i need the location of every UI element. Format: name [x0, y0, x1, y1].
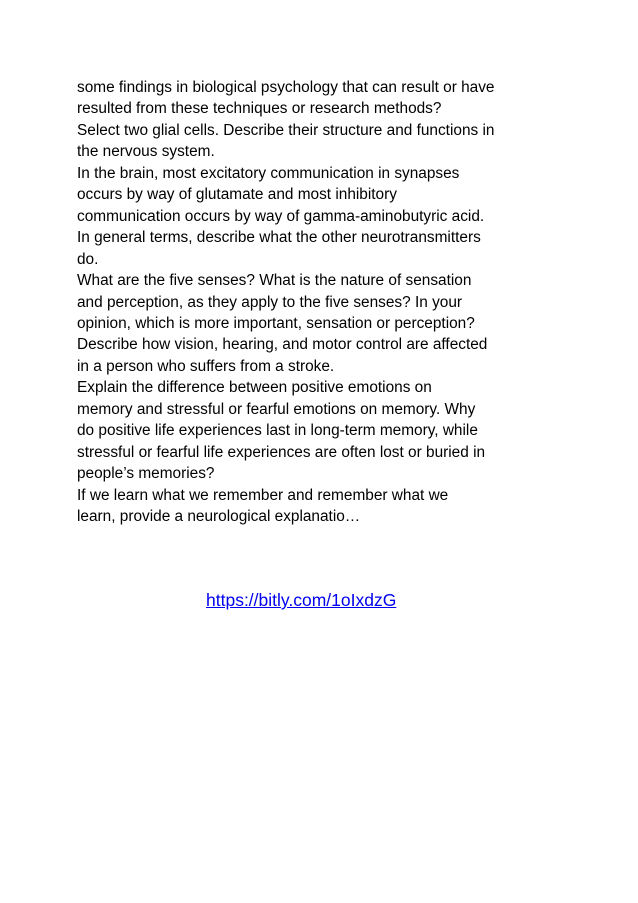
text-line: and perception, as they apply to the five senses? In your [77, 293, 463, 311]
text-line: in a person who suffers from a stroke. [77, 357, 335, 375]
text-line: the nervous system. [77, 143, 215, 161]
text-line: Explain the difference between positive emotions on [77, 379, 432, 397]
text-line: resulted from these techniques or research methods? [77, 100, 442, 118]
text-line: memory and stressful or fearful emotions on memory. Why [77, 400, 476, 418]
text-line: If we learn what we remember and remember what we [77, 486, 449, 504]
text-line: some findings in biological psychology that can result or have [77, 79, 495, 96]
short-url-link[interactable]: https://bitly.com/1oIxdzG [206, 590, 397, 610]
text-line: occurs by way of glutamate and most inhibitory [77, 186, 397, 204]
text-line: learn, provide a neurological explanatio… [77, 508, 361, 526]
text-line: people’s memories? [77, 465, 215, 483]
text-line: Select two glial cells. Describe their structure and functions in [77, 121, 495, 139]
text-line: stressful or fearful life experiences are often lost or buried in [77, 443, 486, 461]
text-line: What are the five senses? What is the nature of sensation [77, 272, 472, 290]
text-line: In general terms, describe what the other neurotransmitters [77, 229, 481, 247]
text-line: do. [77, 250, 99, 268]
text-line: communication occurs by way of gamma-aminobutyric acid. [77, 207, 485, 225]
text-line: opinion, which is more important, sensation or perception? [77, 314, 475, 332]
text-line: Describe how vision, hearing, and motor control are affected [77, 336, 488, 354]
text-line: do positive life experiences last in long-term memory, while [77, 422, 478, 440]
body-text [77, 77, 567, 528]
text-line: In the brain, most excitatory communication in synapses [77, 164, 460, 182]
